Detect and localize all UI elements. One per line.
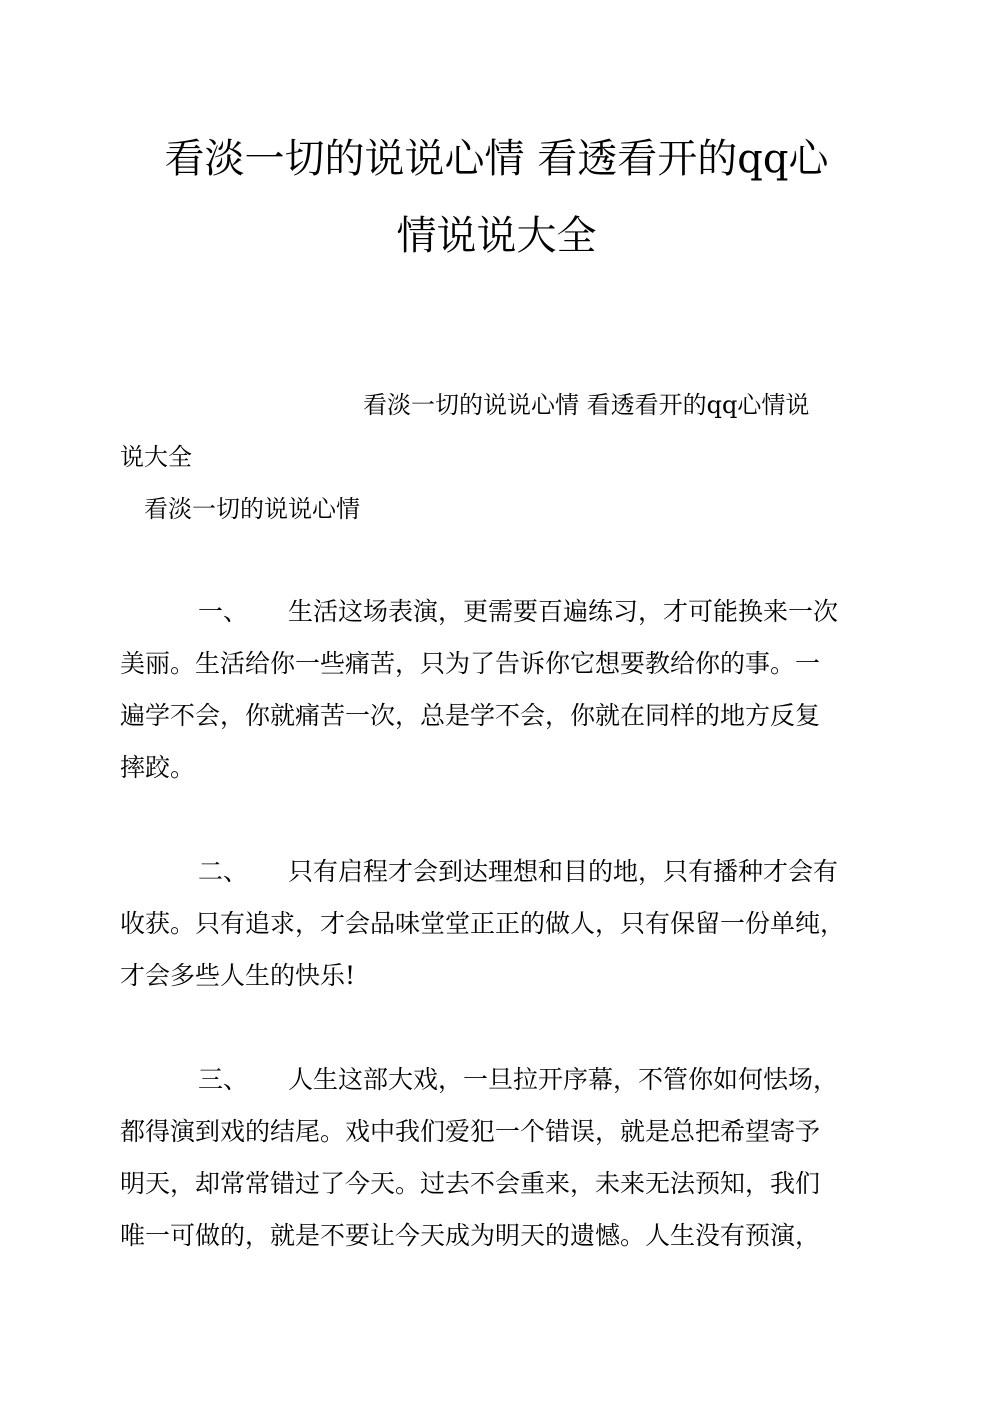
paragraph-2 bbox=[120, 846, 880, 1002]
paragraph-number: 二、 bbox=[198, 857, 249, 886]
paragraph-line: 才会多些人生的快乐! bbox=[120, 961, 356, 990]
paragraph-1 bbox=[120, 586, 880, 794]
document-title-line-1: 看淡一切的说说心情 看透看开的qq心 bbox=[164, 136, 829, 182]
paragraph-text: 只有启程才会到达理想和目的地，只有播种才会有 bbox=[288, 857, 839, 886]
document-title-line-2: 情说说大全 bbox=[396, 213, 597, 259]
subtitle-line-1: 看淡一切的说说心情 看透看开的qq心情说 bbox=[363, 391, 810, 419]
paragraph-line bbox=[120, 1054, 880, 1106]
paragraph-line: 都得演到戏的结尾。戏中我们爱犯一个错误，就是总把希望寄予 bbox=[120, 1117, 821, 1146]
paragraph-line: 美丽。生活给你一些痛苦，只为了告诉你它想要教给你的事。一 bbox=[120, 649, 821, 678]
paragraph-text: 生活这场表演，更需要百遍练习，才可能换来一次 bbox=[288, 597, 839, 626]
subtitle-line-2: 说大全 bbox=[120, 443, 192, 471]
paragraph-number: 三、 bbox=[198, 1065, 249, 1094]
paragraph-line: 明天，却常常错过了今天。过去不会重来，未来无法预知，我们 bbox=[120, 1169, 821, 1198]
paragraph-line: 摔跤。 bbox=[120, 753, 196, 782]
paragraph-line: 唯一可做的，就是不要让今天成为明天的遗憾。人生没有预演， bbox=[120, 1221, 821, 1250]
paragraph-text: 人生这部大戏，一旦拉开序幕，不管你如何怯场， bbox=[288, 1065, 839, 1094]
paragraph-3 bbox=[120, 1054, 880, 1262]
paragraph-line: 遍学不会，你就痛苦一次，总是学不会，你就在同样的地方反复 bbox=[120, 701, 821, 730]
paragraph-line bbox=[120, 586, 880, 638]
paragraph-line bbox=[120, 846, 880, 898]
paragraph-line: 收获。只有追求，才会品味堂堂正正的做人，只有保留一份单纯， bbox=[120, 909, 846, 938]
paragraph-number: 一、 bbox=[198, 597, 249, 626]
section-heading: 看淡一切的说说心情 bbox=[144, 495, 360, 523]
